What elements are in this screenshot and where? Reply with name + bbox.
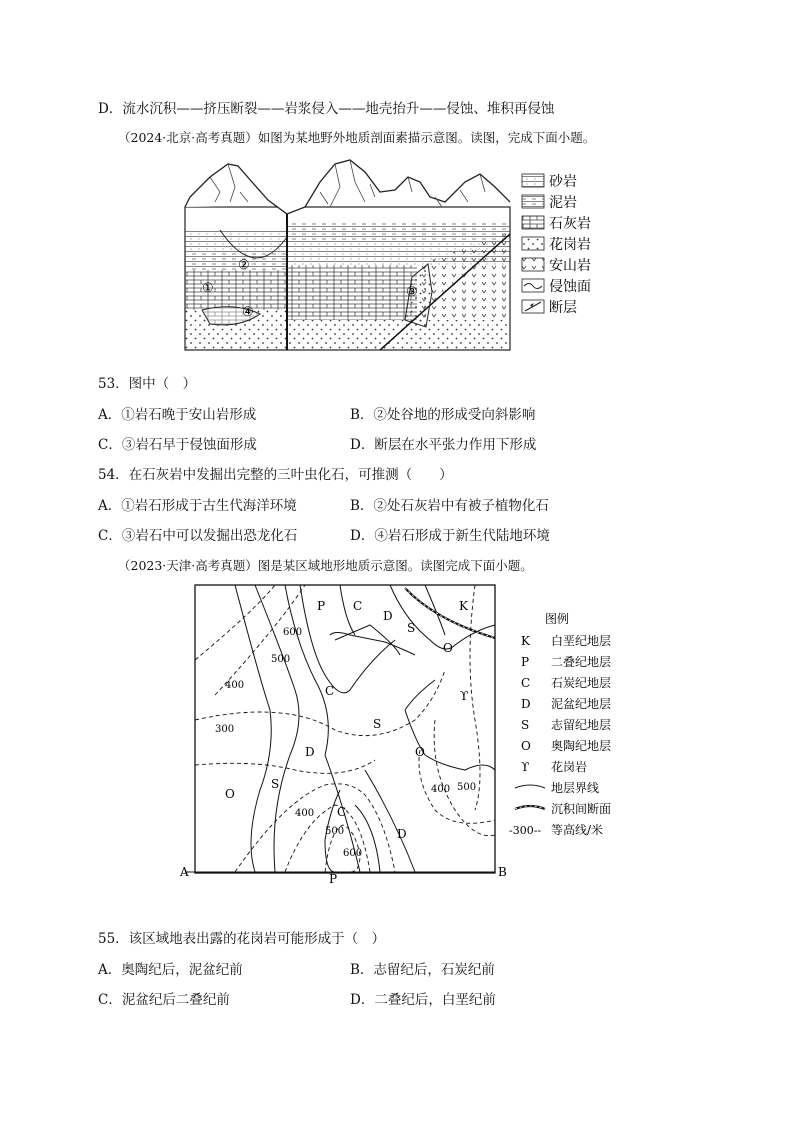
legend-sym-k: K xyxy=(521,634,530,648)
q53-option-d[interactable]: D．断层在水平张力作用下形成 xyxy=(350,437,537,453)
contour-label-400-s: 400 xyxy=(295,808,315,819)
marker-2: ② xyxy=(238,258,250,273)
legend-limestone: 石灰岩 xyxy=(549,216,591,232)
geologic-section-svg xyxy=(180,152,620,357)
stratum-label-o-north: O xyxy=(443,641,453,655)
legend-fault: 断层 xyxy=(549,300,577,316)
legend-andesite: 安山岩 xyxy=(549,258,591,274)
question-55-stem: 55．该区域地表出露的花岗岩可能形成于（ ） xyxy=(98,931,386,947)
q54-option-b[interactable]: B．②处石灰岩中有被子植物化石 xyxy=(350,498,549,514)
legend-text-granite: 花岗岩 xyxy=(551,760,588,774)
legend-boundary-line-icon xyxy=(515,785,545,788)
stratum-label-k: K xyxy=(459,599,468,613)
legend-sym-d: D xyxy=(521,697,531,711)
endpoint-a: A xyxy=(180,865,189,879)
topo-geologic-map-svg xyxy=(175,580,635,885)
legend-granite: 花岗岩 xyxy=(549,237,591,253)
legend-text-c: 石炭纪地层 xyxy=(551,676,612,690)
stratum-label-d-center: D xyxy=(305,745,315,759)
q54-option-c[interactable]: C．③岩石中可以发掘出恐龙化石 xyxy=(98,528,298,544)
stratum-label-d-south: D xyxy=(397,827,407,841)
stratum-label-o-east: O xyxy=(415,745,425,759)
legend-text-d: 泥盆纪地层 xyxy=(551,697,612,711)
legend-sym-p: P xyxy=(521,655,530,669)
fig1-legend xyxy=(522,173,591,316)
contour-label-500-s: 500 xyxy=(325,826,345,837)
legend-text-s: 志留纪地层 xyxy=(551,718,612,732)
stratum-label-s-west: S xyxy=(271,777,280,791)
contour-label-500-e: 500 xyxy=(457,782,477,793)
option-d-previous-question: D．流水沉积——挤压断裂——岩浆侵入——地壳抬升——侵蚀、堆积再侵蚀 xyxy=(98,101,555,117)
legend-sym-granite: ϒ xyxy=(521,760,530,774)
legend-sym-s: S xyxy=(521,718,530,732)
q54-option-d[interactable]: D．④岩石形成于新生代陆地环境 xyxy=(350,528,550,544)
legend-sym-c: C xyxy=(521,676,531,690)
fig2-legend xyxy=(509,611,611,837)
question-53-stem: 53．图中（ ） xyxy=(98,376,197,392)
legend-sym-o: O xyxy=(521,739,531,753)
question-source-2024: （2024·北京·高考真题）如图为某地野外地质剖面素描示意图。读图，完成下面小题。 xyxy=(118,130,596,145)
contour-label-600-n: 600 xyxy=(283,627,303,638)
q55-option-c[interactable]: C．泥盆纪后二叠纪前 xyxy=(98,992,230,1008)
marker-1: ① xyxy=(202,281,214,296)
endpoint-b: B xyxy=(498,865,507,879)
q54-option-a[interactable]: A．①岩石形成于古生代海洋环境 xyxy=(98,498,297,514)
q55-option-d[interactable]: D．二叠纪后，白垩纪前 xyxy=(350,992,496,1008)
contour-label-400-e: 400 xyxy=(431,784,451,795)
q53-option-c[interactable]: C．③岩石早于侵蚀面形成 xyxy=(98,437,257,453)
q53-option-b[interactable]: B．②处谷地的形成受向斜影响 xyxy=(350,407,536,423)
stratum-label-d-north: D xyxy=(383,609,393,623)
legend-text-contour: 等高线/米 xyxy=(551,823,604,837)
contour-label-300: 300 xyxy=(215,724,235,735)
marker-3: ③ xyxy=(406,285,418,300)
q55-option-a[interactable]: A．奥陶纪后，泥盆纪前 xyxy=(98,962,243,978)
contour-label-400-n: 400 xyxy=(225,680,245,691)
question-54-stem: 54．在石灰岩中发掘出完整的三叶虫化石，可推测（ ） xyxy=(98,467,453,483)
stratum-label-c-south: C xyxy=(337,805,347,819)
stratum-label-c-center: C xyxy=(325,684,335,698)
legend-text-k: 白垩纪地层 xyxy=(551,634,612,648)
legend-sym-contour: -300-- xyxy=(509,824,542,837)
stratum-label-s-center: S xyxy=(373,717,382,731)
stratum-label-granite: ϒ xyxy=(460,689,469,703)
legend-sandstone: 砂岩 xyxy=(549,174,577,190)
legend-text-boundary: 地层界线 xyxy=(551,781,600,795)
marker-4: ④ xyxy=(242,305,254,320)
stratum-label-o-west: O xyxy=(225,787,235,801)
stratum-label-c-north: C xyxy=(353,599,363,613)
legend-mudstone: 泥岩 xyxy=(549,195,577,211)
stratum-label-p-north: P xyxy=(317,599,326,613)
q53-option-a[interactable]: A．①岩石晚于安山岩形成 xyxy=(98,407,257,423)
topo-geologic-map-figure xyxy=(175,580,635,885)
question-source-2023: （2023·天津·高考真题）图是某区域地形地质示意图。读图完成下面小题。 xyxy=(118,558,533,573)
legend-title: 图例 xyxy=(545,612,570,626)
legend-text-break: 沉积间断面 xyxy=(551,802,612,816)
contour-label-600-s: 600 xyxy=(343,848,363,859)
legend-text-p: 二叠纪地层 xyxy=(551,655,612,669)
legend-text-o: 奥陶纪地层 xyxy=(551,739,612,753)
legend-erosion-surface: 侵蚀面 xyxy=(549,279,591,295)
geologic-section-figure xyxy=(180,152,620,357)
contour-label-500-n: 500 xyxy=(271,654,291,665)
stratum-label-p-south: P xyxy=(329,872,338,885)
q55-option-b[interactable]: B．志留纪后，石炭纪前 xyxy=(350,962,495,978)
stratum-label-s-north: S xyxy=(407,621,416,635)
